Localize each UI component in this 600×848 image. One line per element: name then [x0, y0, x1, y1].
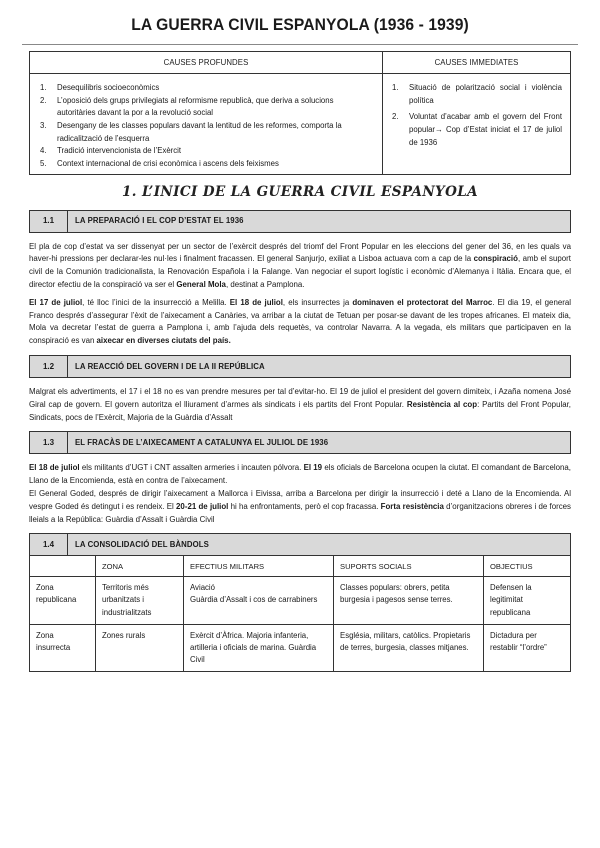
subsection-number: 1.4	[30, 534, 68, 555]
subsection-title: LA PREPARACIÓ I EL COP D’ESTAT EL 1936	[75, 216, 244, 226]
title-divider	[22, 44, 578, 45]
table-header-empty	[30, 556, 96, 577]
cell-objectius: Dictadura per restablir “l’ordre”	[484, 624, 571, 671]
cell-zona: Zones rurals	[96, 624, 184, 671]
table-row	[30, 577, 571, 624]
cell-suports: Classes populars: obrers, petita burgesia i pagesos sense terres.	[334, 577, 484, 624]
causes-immediates-cell	[383, 74, 571, 175]
causes-profundes-header: CAUSES PROFUNDES	[30, 52, 383, 74]
subsection-title: LA CONSOLIDACIÓ DEL BÀNDOLS	[75, 540, 209, 550]
subsection-number: 1.1	[30, 211, 68, 232]
table-header-suports: SUPORTS SOCIALS	[334, 556, 484, 577]
list-item: 5. Context internacional de crisi econòmica i ascens dels feixismes	[40, 158, 279, 168]
subsection-header-1-2	[29, 355, 571, 378]
causes-profundes-cell	[30, 74, 383, 175]
list-item: 1. Situació de polarització social i violència política	[392, 83, 562, 105]
list-item: 2. L’oposició dels grups privilegiats al reformisme republicà, que deriva a solucions autoritàries davant la por a la revolució social	[40, 95, 334, 118]
causes-table	[29, 51, 571, 175]
subsection-title: LA REACCIÓ DEL GOVERN I DE LA II REPÚBLICA	[75, 361, 265, 371]
subsection-number: 1.3	[30, 432, 68, 453]
cell-efectius: Aviació Guàrdia d’Assalt i cos de carrabiners	[184, 577, 334, 624]
paragraph: Malgrat els advertiments, el 17 i el 18 no es van prendre mesures per tal d’evitar-ho. El 19 de juliol el president del govern dimiteix, i Azaña nomena José Giral cap de govern. El govern autoritza el lliurament d’armes als sindicats i els partits del Front Popular. Resistència al cop: Partits del Front Popular, Sindicats, pocs de l’Exèrcit, Majoria de la Guàrdia d’Assalt	[29, 387, 571, 422]
paragraph: El 18 de juliol els militants d’UGT i CNT assalten armeries i incauten pólvora. El 19 els oficials de Barcelona ocupen la ciutat. El comandant de Barcelona, Llano de la Encomienda, està en contra de l’aixecament.	[29, 463, 571, 486]
causes-immediates-list	[390, 82, 562, 149]
section-title: 1. L’INICI DE LA GUERRA CIVIL ESPANYOLA	[121, 184, 479, 201]
row-label: Zona insurrecta	[30, 624, 96, 671]
cell-suports: Església, militars, catòlics. Propietaris de terres, burgesia, classes mitjanes.	[334, 624, 484, 671]
subsection-title: EL FRACÀS DE L’AIXECAMENT A CATALUNYA EL JULIOL DE 1936	[75, 438, 329, 448]
table-header-zona: ZONA	[96, 556, 184, 577]
causes-profundes-list	[36, 82, 372, 170]
table-row	[30, 624, 571, 671]
list-item: 4. Tradició intervencionista de l’Exèrcit	[40, 146, 182, 156]
cell-zona: Territoris més urbanitzats i industrialitzats	[96, 577, 184, 624]
bandols-table	[29, 555, 571, 671]
paragraph: El 17 de juliol, té lloc l’inici de la insurrecció a Melilla. El 18 de juliol, els insurrectes ja dominaven el protectorat del Marroc. El dia 19, el general Franco després d’assegurar l’èxit de l’aixecament a Canàries, va arribar a la ciutat de Tetuan per posar-se davant de les tropes africanes. El mateix dia, Mola va decretar l’estat de guerra a Pamplona i, amb l’ajuda dels requetès, va controlar Navarra. A la vegada, els militars que participaven en la conspiració es van aixecar en diverses ciutats del país.	[29, 297, 571, 346]
subsection-number: 1.2	[30, 356, 68, 377]
table-header-efectius: EFECTIUS MILITARS	[184, 556, 334, 577]
paragraph: El General Goded, després de dirigir l’aixecament a Mallorca i Eivissa, arriba a Barcelona per dirigir la insurrecció i deté a Llano de la Encomienda. Al vespre Goded és detingut i es rendeix. El 20-21 de juliol hi ha enfrontaments, però el cop fracassa. Forta resistència d’organitzacions obreres i de forces lleials a la República: Guàrdia d’Assalt i Guàrdia Civil	[29, 488, 571, 524]
cell-efectius: Exèrcit d’Àfrica. Majoria infanteria, artilleria i oficials de marina. Guàrdia Civil	[184, 624, 334, 671]
row-label: Zona republicana	[30, 577, 96, 624]
subsection-header-1-3	[29, 431, 571, 454]
cell-objectius: Defensen la legitimitat republicana	[484, 577, 571, 624]
subsection-header-1-1	[29, 210, 571, 233]
list-item: 3. Desengany de les classes populars davant la lentitud de les reformes, comporta la radicalització de l’esquerra	[40, 120, 342, 143]
document-title: LA GUERRA CIVIL ESPANYOLA (1936 - 1939)	[131, 15, 469, 34]
list-item: 1. Desequilibris socioeconòmics	[40, 83, 160, 92]
table-header-objectius: OBJECTIUS	[484, 556, 571, 577]
list-item: 2. Voluntat d’acabar amb el govern del Front popular→ Cop d’Estat iniciat el 17 de juliol de 1936	[392, 112, 562, 147]
paragraph: El pla de cop d’estat va ser dissenyat per un sector de l’exèrcit després del triomf del Front Popular en les eleccions del gener del 36, en les quals va haver-hi pressions per declarar-les nul·les i finalment fracassen. El general Sanjurjo, exiliat a Lisboa actuava com a cap de la conspiració, amb el suport civil de la Comunión tradicionalista, la Renovación Española i la Falange. Van negociar el suport logístic i econòmic d’Alemanya i Itàlia. Encara que, el director efectiu de la conspiració va ser el General Mola, destinat a Pamplona.	[29, 241, 571, 290]
causes-immediates-header: CAUSES IMMEDIATES	[383, 52, 571, 74]
subsection-header-1-4	[29, 533, 571, 556]
